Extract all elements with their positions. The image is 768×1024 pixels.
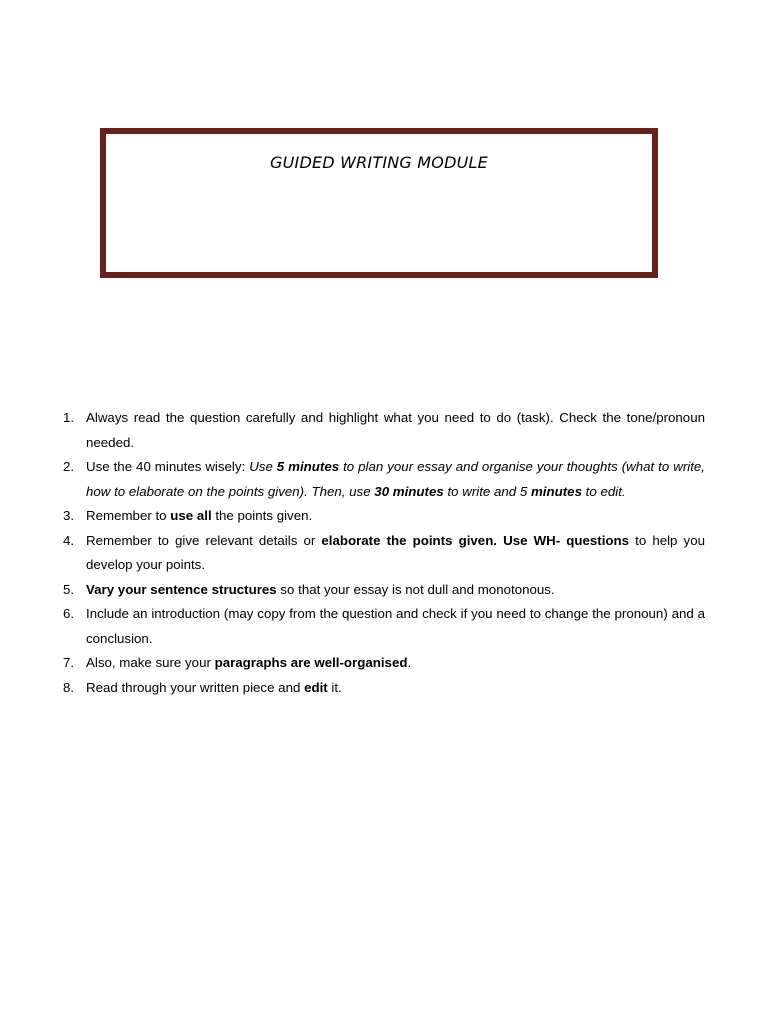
item-number: 7. — [63, 655, 75, 670]
instruction-text: the points given. — [211, 508, 313, 523]
instruction-item-8 — [63, 676, 705, 701]
instruction-text: Remember to give relevant details or — [86, 532, 322, 548]
instruction-text: so that your essay is not dull and monotonous. — [276, 581, 555, 597]
instruction-text-italic: to plan your essay and organise your thoughts (what to write, how to elaborate on the points given). Then, use — [86, 459, 705, 499]
instruction-item-1 — [63, 406, 705, 455]
instruction-text-italic: to write and 5 — [443, 483, 531, 499]
emphasis-paragraphs: paragraphs are well-organised — [214, 655, 408, 670]
instruction-text: Include an introduction (may copy from the question and check if you need to change the pronoun) and a conclusion. — [86, 606, 705, 646]
instruction-text: Remember to — [86, 508, 171, 523]
instruction-item-7 — [63, 651, 705, 676]
emphasis-5-minutes: 5 minutes — [276, 459, 340, 474]
instruction-text: . — [407, 655, 412, 670]
instruction-text: Always read the question carefully and highlight what you need to do (task). Check the tone/pronoun needed. — [86, 410, 705, 450]
item-number: 2. — [63, 459, 75, 474]
instruction-text: Use the 40 minutes wisely: — [86, 459, 250, 474]
instruction-list — [63, 406, 705, 700]
item-number: 4. — [63, 532, 75, 548]
instruction-item-6 — [63, 602, 705, 651]
instruction-text: Read through your written piece and — [86, 679, 305, 695]
instruction-text: to help you develop your points. — [86, 532, 705, 572]
item-number: 3. — [63, 508, 75, 523]
item-number: 6. — [63, 606, 75, 621]
emphasis-elaborate: elaborate the points given. Use WH- questions — [321, 532, 630, 548]
module-title: GUIDED WRITING MODULE — [270, 153, 488, 172]
instruction-text-italic: Use — [249, 459, 277, 474]
emphasis-edit: edit — [304, 679, 328, 695]
instruction-item-3 — [63, 504, 705, 529]
emphasis-vary-structures: Vary your sentence structures — [86, 581, 277, 597]
instruction-item-2 — [63, 455, 705, 504]
instruction-item-5 — [63, 578, 705, 603]
emphasis-minutes: minutes — [530, 483, 582, 499]
item-number: 1. — [63, 410, 75, 425]
title-box — [100, 128, 658, 278]
instruction-text: it. — [327, 679, 342, 695]
instruction-text-italic: to edit. — [581, 483, 626, 499]
emphasis-use-all: use all — [170, 508, 212, 523]
emphasis-30-minutes: 30 minutes — [374, 483, 444, 499]
instruction-text: Also, make sure your — [86, 655, 215, 670]
item-number: 8. — [63, 679, 75, 695]
instruction-item-4 — [63, 529, 705, 578]
item-number: 5. — [63, 581, 75, 597]
